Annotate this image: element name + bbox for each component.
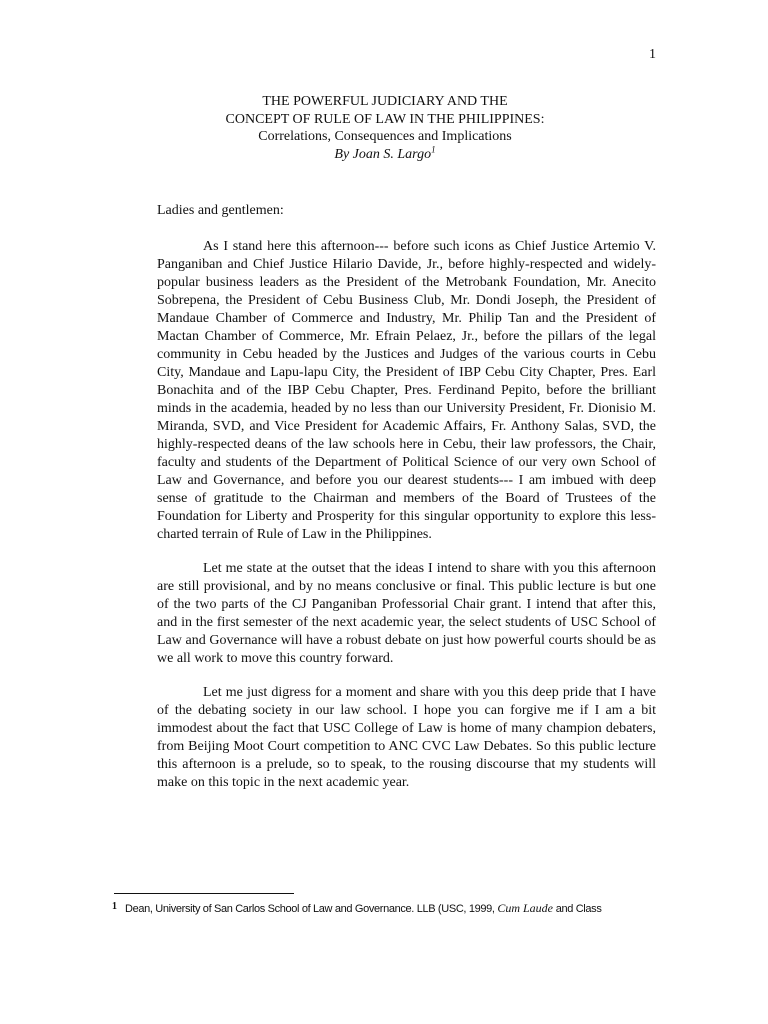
paragraph-3: Let me just digress for a moment and share with you this deep pride that I have of the debating society in our law school. I hope you can forgive me if I am a bit immodest about the fact that USC College of Law is home of many champion debaters, from Beijing Moot Court competition to ANC CVC Law Debates. So this public lecture this afternoon is a prelude, so to speak, to the rousing discourse that my students will make on this topic in the next academic year. <box>157 685 656 790</box>
footnote-reference: 1 <box>431 143 436 154</box>
footnote-mark: 1 <box>112 901 117 912</box>
footnote-text-start: Dean, University of San Carlos School of Law and Governance. LLB (USC, 1999, <box>125 903 498 915</box>
paragraph-2: Let me state at the outset that the ideas I intend to share with you this afternoon are still provisional, and by no means conclusive or final. This public lecture is but one of the two parts of the CJ Panganiban Professorial Chair grant. I intend that after this, and in the first semester of the next academic year, the select students of USC School of Law and Governance will have a robust debate on just how powerful courts should be as we all work to move this country forward. <box>157 561 656 666</box>
footnote-text <box>125 903 601 915</box>
salutation: Ladies and gentlemen: <box>157 203 284 218</box>
title-line-1: THE POWERFUL JUDICIARY AND THE <box>262 94 508 109</box>
body-text <box>157 202 656 808</box>
subtitle: Correlations, Consequences and Implications <box>258 129 512 144</box>
title-block <box>110 93 660 163</box>
author-byline <box>110 143 660 164</box>
page-number: 1 <box>649 47 656 62</box>
author-name: By Joan S. Largo <box>334 146 432 162</box>
title-line-2: CONCEPT OF RULE OF LAW IN THE PHILIPPINES: <box>225 111 545 127</box>
footnote-text-italic: Cum Laude <box>497 901 553 915</box>
footnote-separator <box>114 893 294 894</box>
footnote <box>112 900 672 917</box>
footnote-text-end: and Class <box>553 903 602 915</box>
paragraph-1: As I stand here this afternoon--- before such icons as Chief Justice Artemio V. Panganiban and Chief Justice Hilario Davide, Jr., before highly-respected and widely-popular business leaders as the President of the Metrobank Foundation, Mr. Anecito Sobrepena, the President of Cebu Business Club, Mr. Dondi Joseph, the President of Mandaue Chamber of Commerce and Industry, Mr. Philip Tan and the President of Mactan Chamber of Commerce, Mr. Efrain Pelaez, Jr., before the pillars of the legal community in Cebu headed by the Justices and Judges of the various courts in Cebu City, Mandaue and Lapu-lapu City, the President of IBP Cebu City Chapter, Pres. Earl Bonachita and of the IBP Cebu Chapter, Pres. Ferdinand Pepito, before the brilliant minds in the academia, headed by no less than our University President, Fr. Dionisio M. Miranda, SVD, and Vice President for Academic Affairs, Fr. Anthony Salas, SVD, the highly-respected deans of the law schools here in Cebu, their law professors, the Chair, faculty and students of the Department of Political Science of our very own School of Law and Governance, and before you our dearest students--- I am imbued with deep sense of gratitude to the Chairman and members of the Board of Trustees of the Foundation for Liberty and Prosperity for this singular opportunity to explore this less- charted terrain of Rule of Law in the Philippines. <box>157 239 656 542</box>
